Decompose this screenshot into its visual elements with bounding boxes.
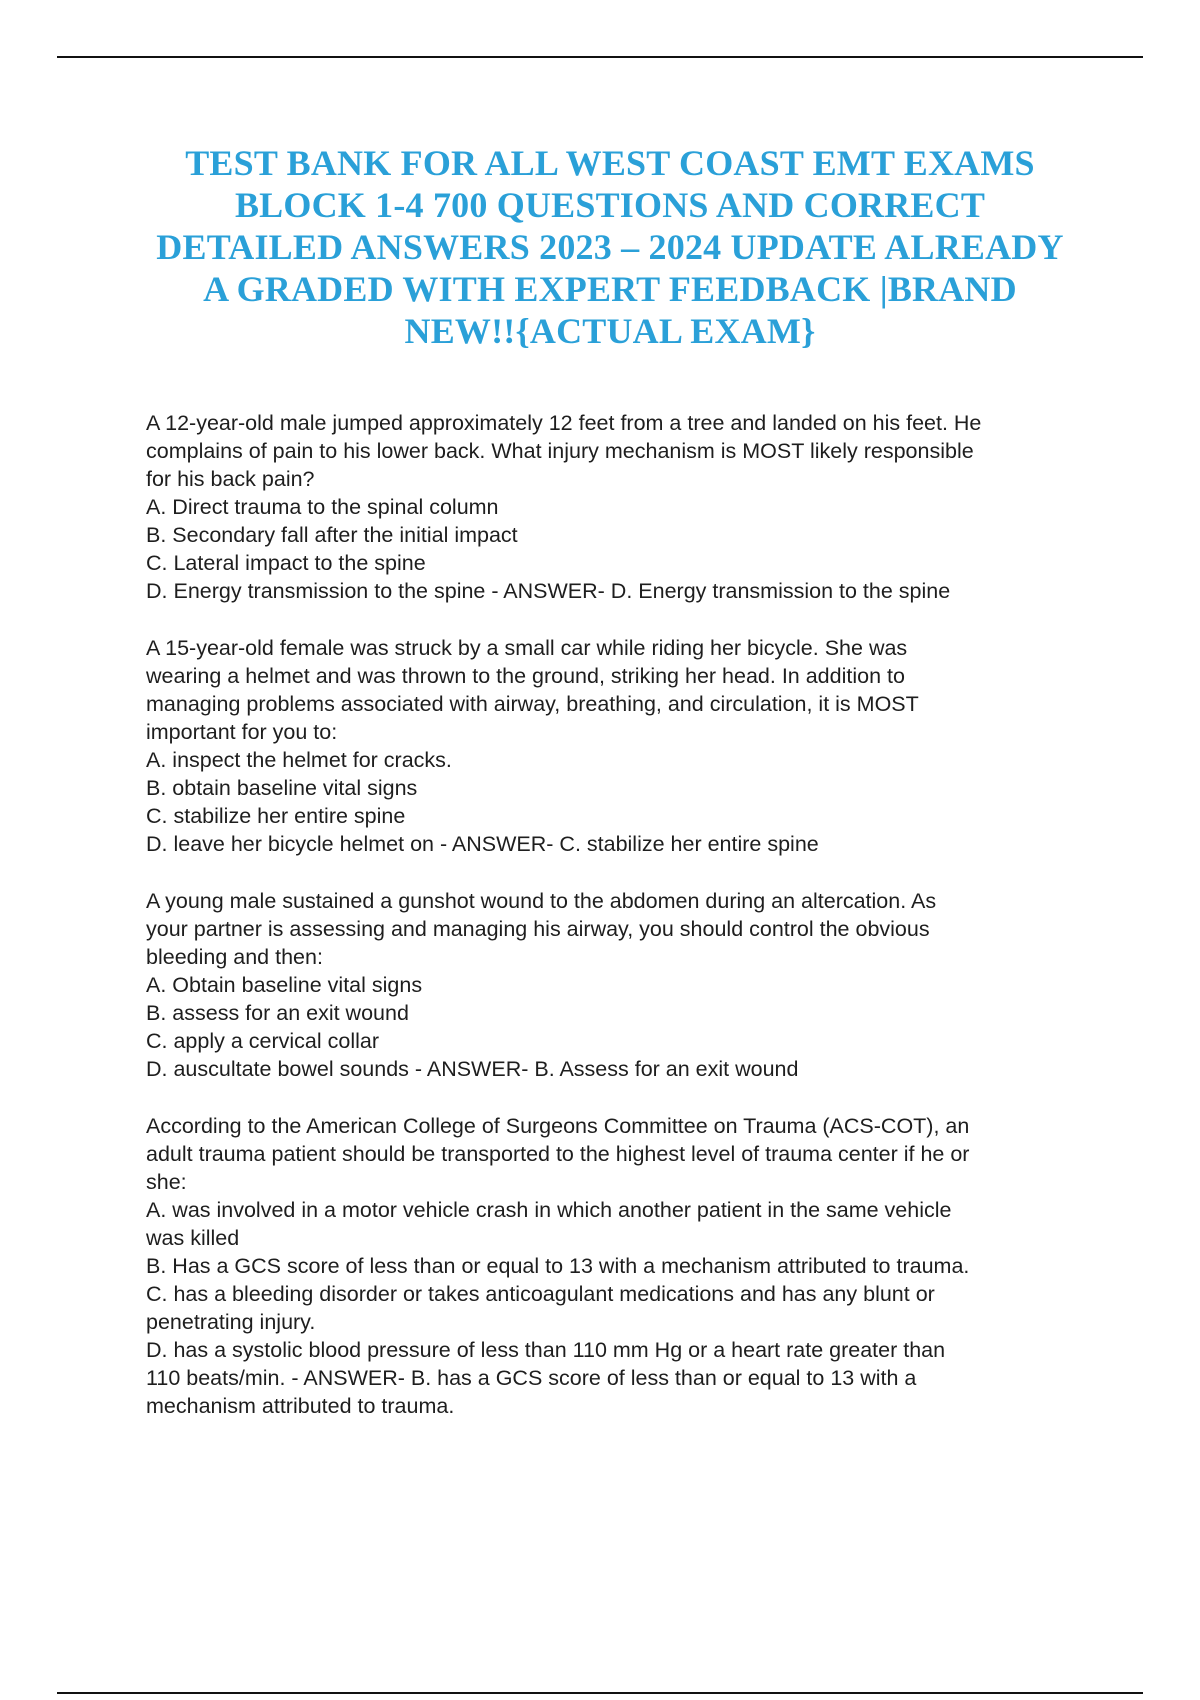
- option-d-answer: mechanism attributed to trauma.: [146, 1394, 455, 1418]
- option-c: C. Lateral impact to the spine: [146, 551, 426, 575]
- question-text: A 15-year-old female was struck by a small car while riding her bicycle. She was: [146, 636, 908, 660]
- option-c: penetrating injury.: [146, 1310, 316, 1334]
- title-line: NEW!!{ACTUAL EXAM}: [404, 311, 816, 351]
- option-a: A. was involved in a motor vehicle crash in which another patient in the same vehicle: [146, 1198, 952, 1222]
- question-block-2: [146, 634, 1096, 858]
- option-d-answer: 110 beats/min. - ANSWER- B. has a GCS score of less than or equal to 13 with a: [146, 1366, 917, 1390]
- top-divider: [57, 56, 1143, 58]
- question-text: she:: [146, 1170, 187, 1194]
- question-text: wearing a helmet and was thrown to the ground, striking her head. In addition to: [146, 664, 905, 688]
- question-text: A young male sustained a gunshot wound to the abdomen during an altercation. As: [146, 889, 937, 913]
- question-text: adult trauma patient should be transported to the highest level of trauma center if he or: [146, 1142, 970, 1166]
- question-text: According to the American College of Surgeons Committee on Trauma (ACS-COT), an: [146, 1114, 970, 1138]
- option-b: B. obtain baseline vital signs: [146, 776, 418, 800]
- question-list: [146, 409, 1096, 1449]
- title-line: TEST BANK FOR ALL WEST COAST EMT EXAMS: [185, 143, 1035, 183]
- question-block-3: [146, 887, 1096, 1083]
- title-line: BLOCK 1-4 700 QUESTIONS AND CORRECT: [234, 185, 986, 225]
- question-text: important for you to:: [146, 720, 338, 744]
- option-b: B. Has a GCS score of less than or equal to 13 with a mechanism attributed to trauma.: [146, 1254, 970, 1278]
- title-line: DETAILED ANSWERS 2023 – 2024 UPDATE ALREADY: [156, 227, 1064, 267]
- option-b: B. Secondary fall after the initial impact: [146, 523, 518, 547]
- question-text: bleeding and then:: [146, 945, 323, 969]
- option-c: C. stabilize her entire spine: [146, 804, 406, 828]
- bottom-divider: [57, 1692, 1143, 1694]
- question-text: for his back pain?: [146, 467, 315, 491]
- question-text: managing problems associated with airway, breathing, and circulation, it is MOST: [146, 692, 919, 716]
- option-a: A. inspect the helmet for cracks.: [146, 748, 452, 772]
- option-a: A. Direct trauma to the spinal column: [146, 495, 499, 519]
- option-c: C. apply a cervical collar: [146, 1029, 380, 1053]
- option-d-answer: D. has a systolic blood pressure of less than 110 mm Hg or a heart rate greater than: [146, 1338, 946, 1362]
- title-line: A GRADED WITH EXPERT FEEDBACK |BRAND: [203, 269, 1017, 309]
- option-b: B. assess for an exit wound: [146, 1001, 409, 1025]
- question-block-4: [146, 1112, 1096, 1420]
- option-a: A. Obtain baseline vital signs: [146, 973, 423, 997]
- document-title: [140, 142, 1080, 352]
- option-d-answer: D. Energy transmission to the spine - ANSWER- D. Energy transmission to the spine: [146, 579, 951, 603]
- option-d-answer: D. leave her bicycle helmet on - ANSWER- C. stabilize her entire spine: [146, 832, 819, 856]
- option-a: was killed: [146, 1226, 240, 1250]
- question-text: A 12-year-old male jumped approximately 12 feet from a tree and landed on his feet. He: [146, 411, 982, 435]
- option-c: C. has a bleeding disorder or takes anticoagulant medications and has any blunt or: [146, 1282, 935, 1306]
- question-text: complains of pain to his lower back. What injury mechanism is MOST likely responsible: [146, 439, 974, 463]
- question-text: your partner is assessing and managing his airway, you should control the obvious: [146, 917, 930, 941]
- question-block-1: [146, 409, 1096, 605]
- option-d-answer: D. auscultate bowel sounds - ANSWER- B. Assess for an exit wound: [146, 1057, 799, 1081]
